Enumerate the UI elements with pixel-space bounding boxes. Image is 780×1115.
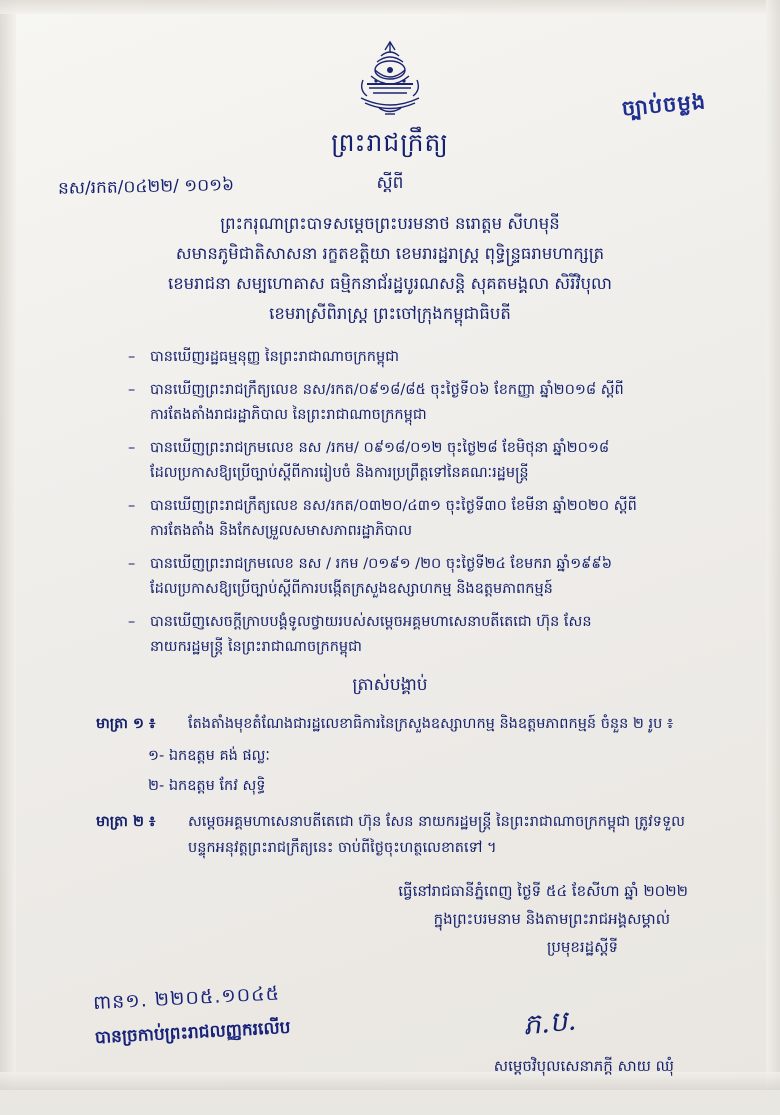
royal-title-line: ខេមរាស្រីពិរាស្ត្រ ព្រះចៅក្រុងកម្ពុជាធិបតី xyxy=(269,304,511,323)
article-sub-item: ១- ឯកឧត្តម គង់ ផល្លៈ xyxy=(148,748,270,764)
consideration-line: បានឃើញព្រះរាជក្រមលេខ នស /រកម/ ០៩១៨/០១២ ចុះថ្ងៃ២៨ ខែមិថុនា ឆ្នាំ២០១៨ xyxy=(150,440,610,456)
cambodia-royal-emblem-icon xyxy=(351,40,429,120)
signer-name: សម្ដេចវិបុលសេនាភក្ដី សាយ ឈុំ xyxy=(493,1057,674,1075)
considerations-list xyxy=(34,345,746,660)
consideration-item xyxy=(128,552,702,602)
consideration-item xyxy=(128,610,702,660)
consideration-line: បានឃើញព្រះរាជក្រឹត្យលេខ នស/រកត/០៣២០/៤៣១ ចុះថ្ងៃទី៣០ ខែមីនា ឆ្នាំ២០២០ ស្ដីពី xyxy=(150,498,637,514)
consideration-item xyxy=(128,494,702,544)
article-sub-item: ២- ឯកឧត្តម កែវ សុទ្ធិ xyxy=(148,778,266,794)
consideration-line: បានឃើញព្រះរាជក្រមលេខ នស / រកម /០១៩១ /២០ ចុះថ្ងៃទី២៤ ខែមករា ឆ្នាំ១៩៩៦ xyxy=(150,556,612,572)
consideration-line: បានឃើញរដ្ឋធម្មនុញ្ញ នៃព្រះរាជាណាចក្រកម្ពុជា xyxy=(150,349,400,365)
signature-area xyxy=(34,965,746,1115)
article-label: មាត្រា ១ ៖ xyxy=(96,716,156,732)
consideration-item xyxy=(128,345,702,370)
dash-bullet-icon: – xyxy=(128,498,136,514)
registration-text: បានច្រកាប់ព្រះរាជលញ្ញករលើប xyxy=(94,1017,291,1049)
decide-heading: ត្រាស់បង្គាប់ xyxy=(352,675,428,695)
consideration-line: ដែលប្រកាសឱ្យប្រើច្បាប់ស្ដីពីការបង្កើតក្រសួងឧស្សាហកម្ម និងឧត្តមភាពកម្មន៍ xyxy=(150,581,553,597)
paper-edge-left xyxy=(0,0,16,1090)
article-item xyxy=(96,711,700,737)
royal-title-line: ព្រះករុណាព្រះបាទសម្ដេចព្រះបរមនាថ នរោត្តម សីហមុនី xyxy=(220,214,560,233)
dash-bullet-icon: – xyxy=(128,614,136,630)
consideration-item xyxy=(128,378,702,428)
document-subtitle: ស្ដីពី xyxy=(376,173,404,193)
consideration-line: នាយករដ្ឋមន្ត្រី នៃព្រះរាជាណាចក្រកម្ពុជា xyxy=(150,639,362,655)
consideration-line: បានឃើញសេចក្ដីក្រាបបង្គំទូលថ្វាយរបស់សម្ដេចអគ្គមហាសេនាបតីតេជោ ហ៊ុន សែន xyxy=(150,614,592,630)
reference-number: នស/រកត/០៤២២/ ១០១៦ xyxy=(57,175,235,199)
articles-list xyxy=(34,711,746,861)
article-label: មាត្រា ២ ៖ xyxy=(96,814,156,830)
article-body: តែងតាំងមុខតំណែងជារដ្ឋលេខាធិការនៃក្រសួងឧស្សាហកម្ម និងឧត្តមភាពកម្មន៍ ចំនួន ២ រូប ៖ xyxy=(188,716,674,732)
consideration-item xyxy=(128,436,702,486)
royal-titles xyxy=(34,209,746,329)
dash-bullet-icon: – xyxy=(128,349,136,365)
signature-mark: ភ.ប. xyxy=(520,1003,578,1042)
document-title: ព្រះរាជក្រឹត្យ xyxy=(331,128,449,157)
consideration-line: ដែលប្រកាសឱ្យប្រើច្បាប់ស្ដីពីការរៀបចំ និងការប្រព្រឹត្តទៅនៃគណៈរដ្ឋមន្ត្រី xyxy=(150,465,529,481)
article-body: សម្ដេចអគ្គមហាសេនាបតីតេជោ ហ៊ុន សែន នាយករដ្ឋមន្ត្រី នៃព្រះរាជាណាចក្រកម្ពុជា ត្រូវទទួលបន្ទុកអនុវត្តព្រះរាជក្រឹត្យនេះ ចាប់ពីថ្ងៃចុះហត្ថលេខាតទៅ ។ xyxy=(188,814,685,856)
registration-stamp xyxy=(93,981,292,1052)
closing-authority: ក្នុងព្រះបរមនាម និងតាមព្រះរាជអង្គសម្គាល់ xyxy=(433,910,670,928)
registration-number: ពាន១. ២២០៥.១០៤៥ xyxy=(92,982,281,1015)
consideration-line: ការតែងតាំង និងកែសម្រួលសមាសភាពរដ្ឋាភិបាល xyxy=(150,523,413,539)
paper-edge-right xyxy=(766,0,780,1090)
dash-bullet-icon: – xyxy=(128,382,136,398)
royal-title-line: សមានភូមិជាតិសាសនា រក្ខតខត្តិយា ខេមរារដ្ឋរាស្ត្រ ពុទ្ធិន្ទ្រធរាមហាក្សត្រ xyxy=(175,244,605,263)
dash-bullet-icon: – xyxy=(128,440,136,456)
closing-date: ធ្វើនៅរាជធានីភ្នំពេញ ថ្ងៃទី ៥៤ ខែសីហា ឆ្នាំ ២០២២ xyxy=(398,882,688,900)
article-item xyxy=(96,809,700,861)
dash-bullet-icon: – xyxy=(128,556,136,572)
copy-stamp: ច្បាប់ចម្លង xyxy=(620,89,707,121)
consideration-line: បានឃើញព្រះរាជក្រឹត្យលេខ នស/រកត/០៩១៨/៨៥ ចុះថ្ងៃទី០៦ ខែកញ្ញា ឆ្នាំ២០១៨ ស្ដីពី xyxy=(150,382,624,398)
royal-title-line: ខេមរាជនា សម្បហោគាស ធម្មិកនាជ័រដ្ឋបូរណសន្តិ សុគតមង្គលា សិរីវិបុលា xyxy=(167,274,613,293)
consideration-line: ការតែងតាំងរាជរដ្ឋាភិបាល នៃព្រះរាជាណាចក្រកម្ពុជា xyxy=(150,407,427,423)
paper-edge-top xyxy=(0,0,780,14)
closing-role: ប្រមុខរដ្ឋស្ដីទី xyxy=(546,938,618,956)
closing-block xyxy=(34,877,746,961)
